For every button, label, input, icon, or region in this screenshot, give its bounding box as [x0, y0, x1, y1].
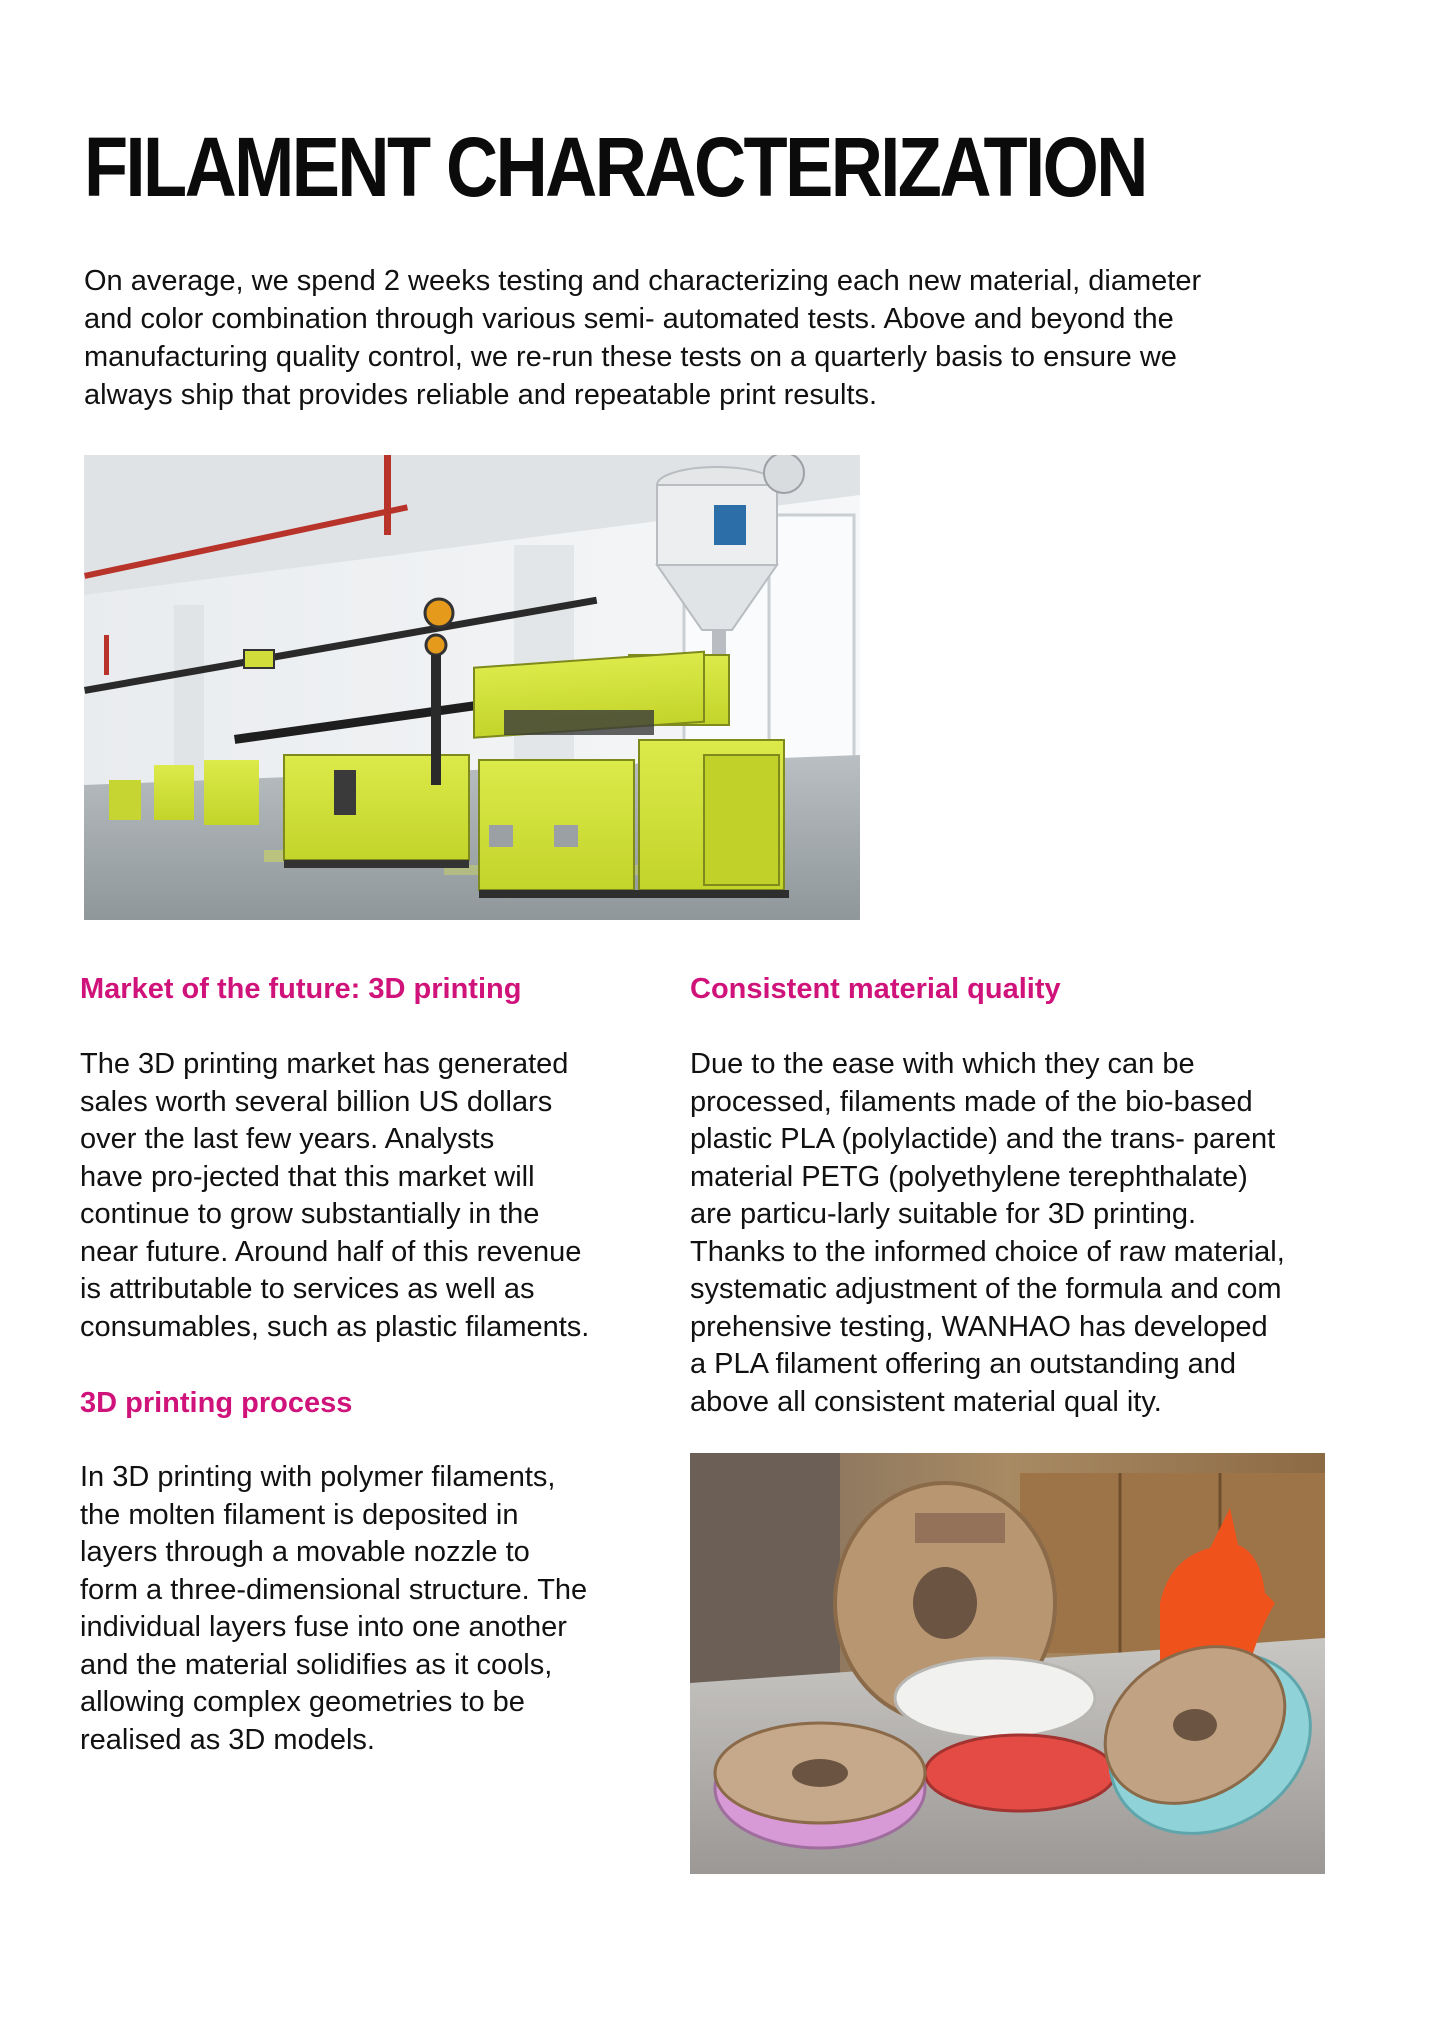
intro-line: manufacturing quality control, we re-run these tests on a quarterly basis to ensure we — [84, 341, 1177, 373]
market-line: sales worth several billion US dollars — [80, 1085, 553, 1118]
quality-line: Thanks to the informed choice of raw material, — [690, 1235, 1285, 1268]
process-line: realised as 3D models. — [80, 1723, 375, 1756]
quality-line: plastic PLA (polylactide) and the trans- parent — [690, 1123, 1276, 1155]
intro-line: On average, we spend 2 weeks testing and characterizing each new material, diameter — [84, 265, 1202, 297]
market-line: have pro-jected that this market will — [80, 1160, 535, 1193]
process-line: In 3D printing with polymer filaments, — [80, 1461, 556, 1493]
quality-line: material PETG (polyethylene terephthalate) — [690, 1160, 1248, 1193]
page-title: FILAMENT CHARACTERIZATION — [84, 120, 1146, 214]
market-line: The 3D printing market has generated — [80, 1048, 569, 1080]
market-line: continue to grow substantially in the — [80, 1198, 540, 1230]
factory-production-line-photo — [84, 455, 860, 920]
process-section-text — [80, 1459, 640, 1759]
quality-line: Due to the ease with which they can be — [690, 1048, 1195, 1080]
intro-line: and color combination through various semi- automated tests. Above and beyond the — [84, 303, 1174, 335]
market-line: over the last few years. Analysts — [80, 1123, 495, 1155]
process-line: individual layers fuse into one another — [80, 1611, 567, 1643]
intro-paragraph — [84, 262, 1324, 414]
quality-line: prehensive testing, WANHAO has developed — [690, 1310, 1268, 1343]
process-line: the molten filament is deposited in — [80, 1498, 519, 1531]
intro-line: always ship that provides reliable and repeatable print results. — [84, 379, 878, 411]
process-line: layers through a movable nozzle to — [80, 1536, 530, 1568]
market-line: is attributable to services as well as — [80, 1273, 535, 1305]
process-line: allowing complex geometries to be — [80, 1686, 525, 1718]
market-section-heading: Market of the future: 3D printing — [80, 973, 522, 1005]
quality-section-text — [690, 1046, 1340, 1421]
quality-section-heading: Consistent material quality — [690, 973, 1061, 1005]
market-line: near future. Around half of this revenue — [80, 1235, 582, 1268]
process-line: form a three-dimensional structure. The — [80, 1573, 588, 1606]
quality-line: processed, filaments made of the bio-based — [690, 1085, 1253, 1118]
quality-line: a PLA filament offering an outstanding and — [690, 1348, 1237, 1380]
filament-spools-photo — [690, 1453, 1325, 1874]
market-line: consumables, such as plastic filaments. — [80, 1310, 590, 1343]
quality-line: systematic adjustment of the formula and com — [690, 1273, 1282, 1305]
process-section-heading: 3D printing process — [80, 1387, 353, 1419]
quality-line: are particu-larly suitable for 3D printing. — [690, 1198, 1197, 1230]
process-line: and the material solidifies as it cools, — [80, 1648, 553, 1681]
quality-line: above all consistent material qual ity. — [690, 1385, 1162, 1418]
market-section-text — [80, 1046, 640, 1346]
